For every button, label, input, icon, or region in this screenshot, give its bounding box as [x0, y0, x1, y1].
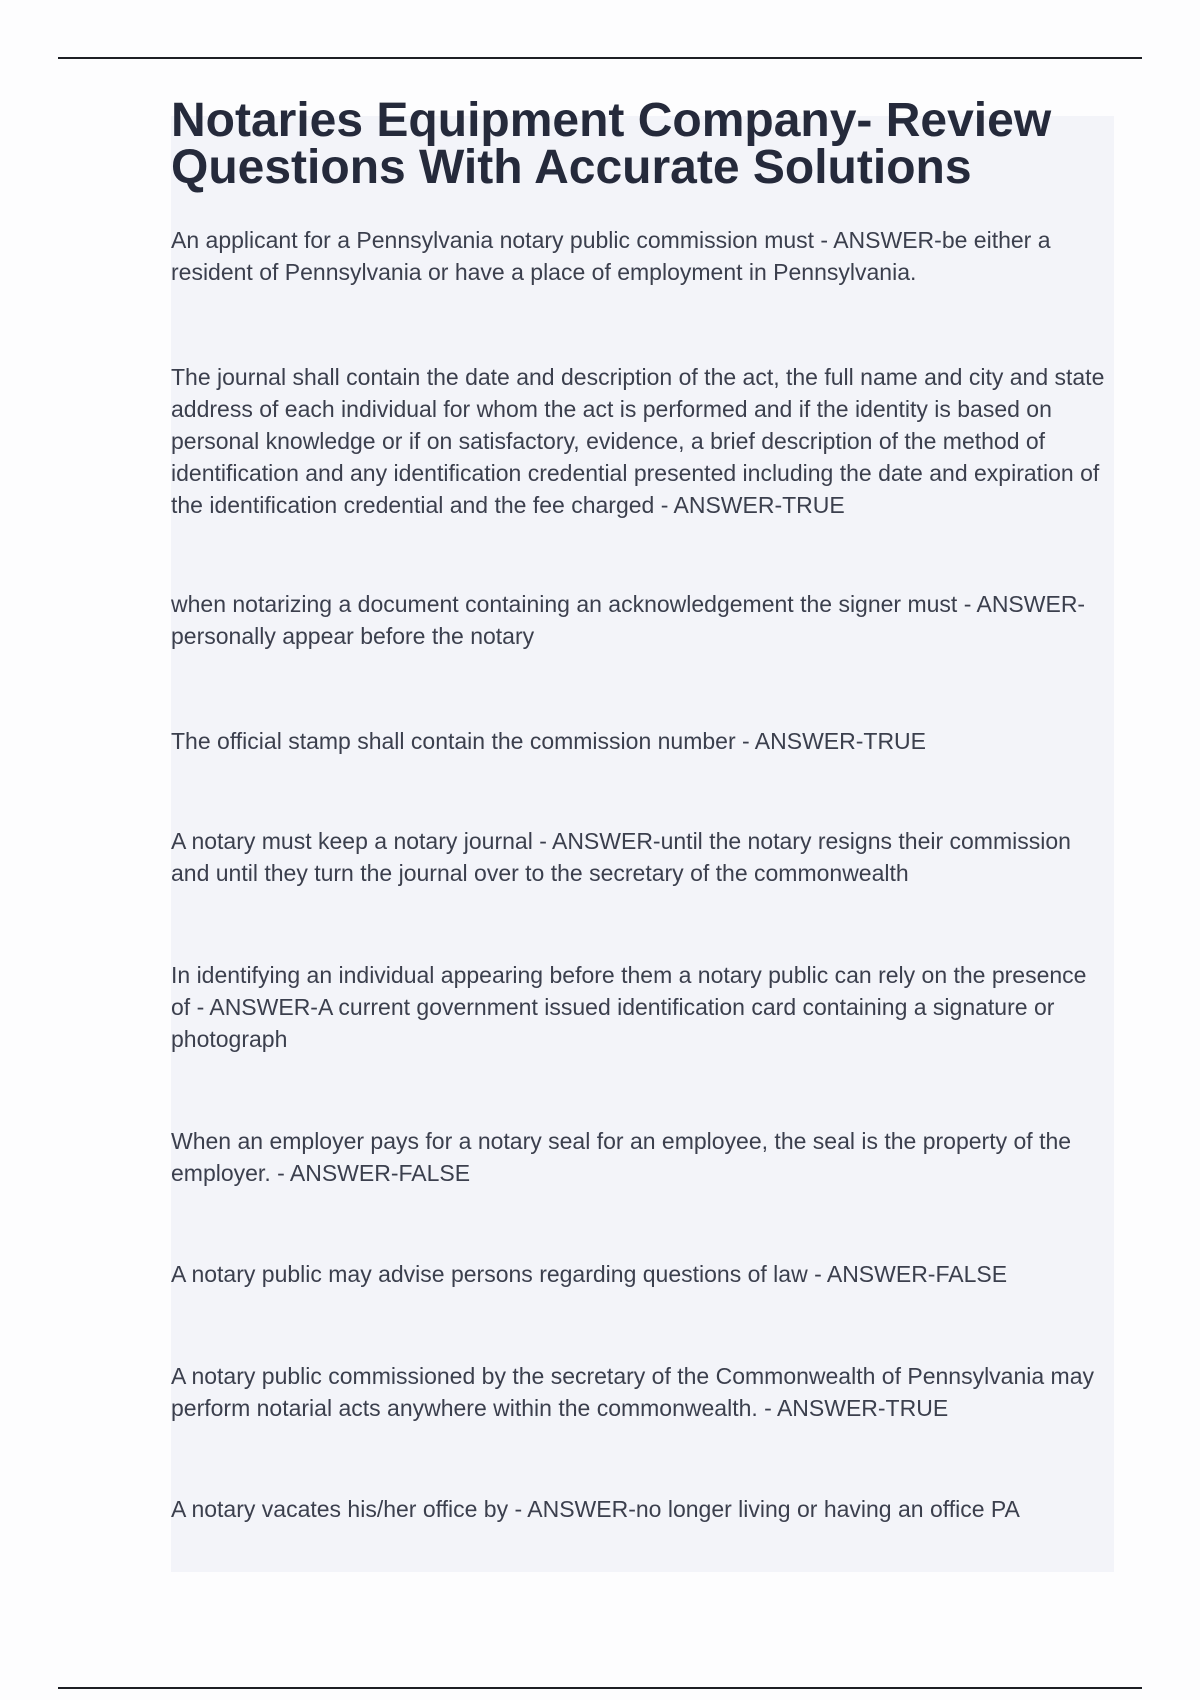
- qa-item-2: The journal shall contain the date and description of the act, the full name and city and state address of each individual for whom the act is performed and if the identity is based on personal knowledge or if on satisfactory, evidence, a brief description of the method of identification and any identification credential presented including the date and expiration of the identification credential and the fee charged - ANSWER-TRUE: [171, 364, 1105, 518]
- qa-item-4: The official stamp shall contain the commission number - ANSWER-TRUE: [171, 728, 927, 754]
- bottom-rule: [58, 1687, 1142, 1689]
- qa-item-9: A notary public commissioned by the secretary of the Commonwealth of Pennsylvania may perform notarial acts anywhere within the commonwealth. - ANSWER-TRUE: [171, 1363, 1094, 1421]
- qa-item-3: when notarizing a document containing an acknowledgement the signer must - ANSWER-personally appear before the notary: [171, 591, 1086, 649]
- qa-item-8: A notary public may advise persons regarding questions of law - ANSWER-FALSE: [171, 1261, 1008, 1287]
- qa-item-5: A notary must keep a notary journal - ANSWER-until the notary resigns their commission and until they turn the journal over to the secretary of the commonwealth: [171, 828, 1071, 886]
- document-title: Notaries Equipment Company- Review Questions With Accurate Solutions: [171, 94, 1052, 195]
- qa-list: [171, 224, 1111, 1525]
- qa-item-7: When an employer pays for a notary seal for an employee, the seal is the property of the employer. - ANSWER-FALSE: [171, 1128, 1072, 1186]
- qa-item-10: A notary vacates his/her office by - ANSWER-no longer living or having an office PA: [171, 1496, 1020, 1522]
- qa-item-1: An applicant for a Pennsylvania notary public commission must - ANSWER-be either a resident of Pennsylvania or have a place of employment in Pennsylvania.: [171, 227, 1051, 285]
- top-rule: [58, 57, 1142, 59]
- qa-item-6: In identifying an individual appearing before them a notary public can rely on the presence of - ANSWER-A current government issued identification card containing a signature or photograph: [171, 962, 1087, 1052]
